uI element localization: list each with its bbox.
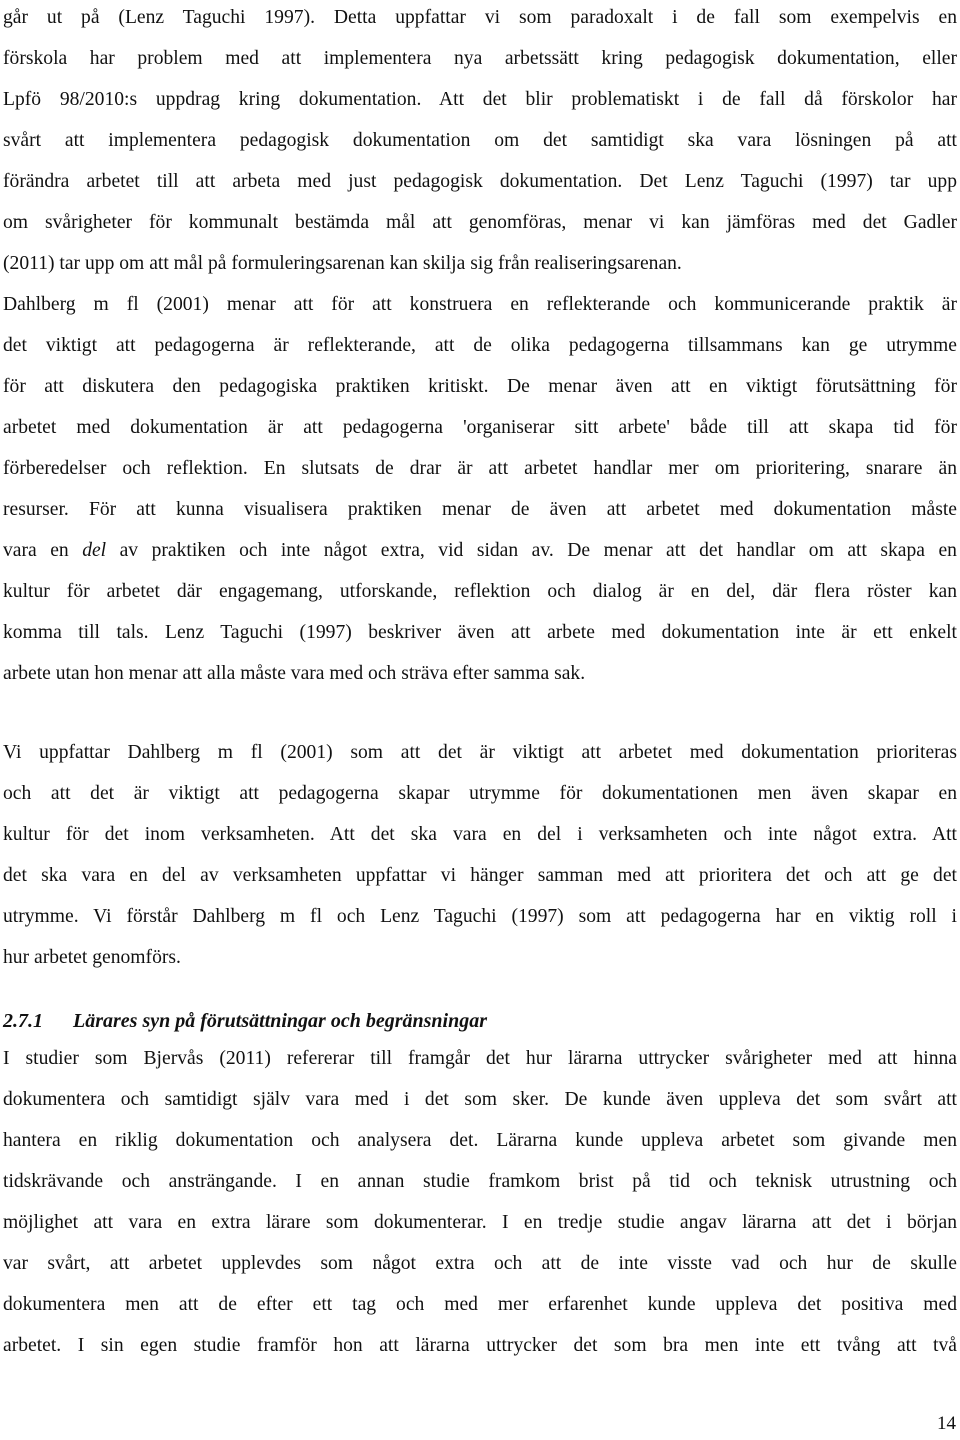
text-line: dokumentera och samtidigt själv vara med i det som sker. De kunde även uppleva det som svårt att bbox=[3, 1089, 957, 1110]
text-line: och att det är viktigt att pedagogerna skapar utrymme för dokumentationen men även skapar en bbox=[3, 783, 957, 804]
text-line: förskola har problem med att implementera nya arbetssätt kring pedagogisk dokumentation, eller bbox=[3, 48, 957, 69]
text-line: Lpfö 98/2010:s uppdrag kring dokumentation. Att det blir problematiskt i de fall då förskolor har bbox=[3, 89, 957, 110]
text-line: för att diskutera den pedagogiska praktiken kritiskt. De menar även att en viktigt förutsättning för bbox=[3, 376, 957, 397]
text-line: svårt att implementera pedagogisk dokumentation om det samtidigt ska vara lösningen på att bbox=[3, 130, 957, 151]
text-line: om svårigheter för kommunalt bestämda mål att genomföras, menar vi kan jämföras med det Gadler bbox=[3, 212, 957, 233]
text-line: arbetet med dokumentation är att pedagogerna 'organiserar sitt arbete' både till att skapa tid för bbox=[3, 417, 957, 438]
text-line: arbetet. I sin egen studie framför hon att lärarna uttrycker det som bra men inte ett tvång att två bbox=[3, 1335, 957, 1356]
text-line: komma till tals. Lenz Taguchi (1997) beskriver även att arbete med dokumentation inte är ett enkelt bbox=[3, 622, 957, 643]
text-line bbox=[3, 530, 957, 571]
text-line: det viktigt att pedagogerna är reflekterande, att de olika pedagogerna tillsammans kan ge utrymme bbox=[3, 335, 957, 356]
text-line: (2011) tar upp om att mål på formuleringsarenan kan skilja sig från realiseringsarenan. bbox=[3, 253, 682, 274]
section-heading bbox=[3, 1004, 903, 1038]
text-line: I studier som Bjervås (2011) refererar till framgår det hur lärarna uttrycker svårigheter med att hinna bbox=[3, 1048, 957, 1069]
text-line: tidskrävande och ansträngande. I en annan studie framkom brist på tid och teknisk utrustning och bbox=[3, 1171, 957, 1192]
text-line: arbete utan hon menar att alla måste vara med och sträva efter samma sak. bbox=[3, 663, 586, 684]
page-number: 14 bbox=[937, 1413, 956, 1434]
text-line: Dahlberg m fl (2001) menar att för att konstruera en reflekterande och kommunicerande praktik är bbox=[3, 294, 957, 315]
text-line: möjlighet att vara en extra lärare som dokumenterar. I en tredje studie angav lärarna att det i början bbox=[3, 1212, 957, 1233]
text-line: förberedelser och reflektion. En slutsats de drar är att arbetet handlar mer om prioritering, snarare än bbox=[3, 458, 957, 479]
text-line: går ut på (Lenz Taguchi 1997). Detta uppfattar vi som paradoxalt i de fall som exempelvis en bbox=[3, 7, 957, 28]
text-line: kultur för arbetet där engagemang, utforskande, reflektion och dialog är en del, där flera röster kan bbox=[3, 581, 957, 602]
text-line: kultur för det inom verksamheten. Att det ska vara en del i verksamheten och inte något extra. Att bbox=[3, 824, 957, 845]
text-line: förändra arbetet till att arbeta med just pedagogisk dokumentation. Det Lenz Taguchi (1997) tar upp bbox=[3, 171, 957, 192]
text-line: hantera en riklig dokumentation och analysera det. Lärarna kunde uppleva arbetet som givande men bbox=[3, 1130, 957, 1151]
text-line: det ska vara en del av verksamheten uppfattar vi hänger samman med att prioritera det och att ge det bbox=[3, 865, 957, 886]
text-line: hur arbetet genomförs. bbox=[3, 947, 181, 968]
body-paragraph bbox=[3, 732, 957, 978]
text-line: resurser. För att kunna visualisera praktiken menar de även att arbetet med dokumentation måste bbox=[3, 499, 957, 520]
section-number: 2.7.1 bbox=[3, 1010, 43, 1032]
text-fragment: av praktiken och inte något extra, vid sidan av. De menar att det handlar om att skapa en bbox=[106, 540, 957, 561]
text-line: var svårt, att arbetet upplevdes som något extra och att de inte visste vad och hur de skulle bbox=[3, 1253, 957, 1274]
section-title: Lärares syn på förutsättningar och begränsningar bbox=[73, 1010, 487, 1032]
text-line: utrymme. Vi förstår Dahlberg m fl och Lenz Taguchi (1997) som att pedagogerna har en viktig roll i bbox=[3, 906, 957, 927]
italic-emphasis: del bbox=[82, 540, 107, 561]
text-line: dokumentera men att de efter ett tag och med mer erfarenhet kunde uppleva det positiva med bbox=[3, 1294, 957, 1315]
body-paragraph bbox=[3, 1038, 957, 1366]
body-paragraph bbox=[3, 0, 957, 694]
text-fragment: vara en bbox=[3, 540, 83, 561]
text-line: Vi uppfattar Dahlberg m fl (2001) som att det är viktigt att arbetet med dokumentation prioriteras bbox=[3, 742, 957, 763]
